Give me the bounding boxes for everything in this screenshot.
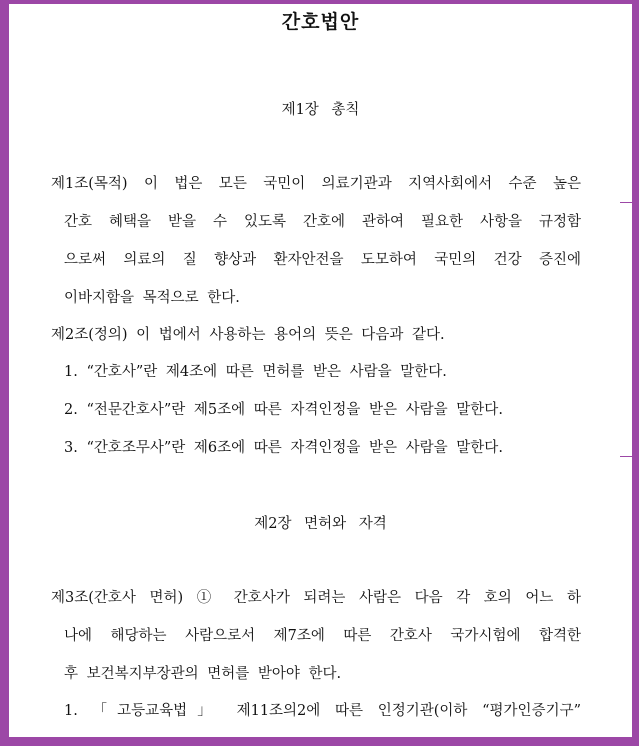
document-title: 간호법안 (281, 11, 360, 33)
page-margin-mark (620, 456, 632, 457)
definition-item: 3. “간호조무사”란 제6조에 따른 자격인정을 받은 사람을 말한다. (64, 440, 503, 456)
article-3-item: 1. 「고등교육법」 제11조의2에 따른 인정기관(이하 “평가인증기구” (64, 703, 581, 719)
article-1-line: 으로써 의료의 질 향상과 환자안전을 도모하여 국민의 건강 증진에 (64, 252, 581, 268)
article-3-line: 제3조(간호사 면허) ① 간호사가 되려는 사람은 다음 각 호의 어느 하 (51, 590, 581, 606)
article-1-line: 제1조(목적) 이 법은 모든 국민이 의료기관과 지역사회에서 수준 높은 (51, 176, 581, 192)
article-2-heading: 제2조(정의) 이 법에서 사용하는 용어의 뜻은 다음과 같다. (51, 327, 445, 343)
chapter-heading-2: 제2장 면허와 자격 (254, 516, 387, 532)
definition-item: 2. “전문간호사”란 제5조에 따른 자격인정을 받은 사람을 말한다. (64, 402, 503, 418)
document-page (9, 4, 632, 737)
article-3-line: 나에 해당하는 사람으로서 제7조에 따른 간호사 국가시험에 합격한 (64, 628, 581, 644)
chapter-heading-1: 제1장 총칙 (281, 102, 360, 118)
page-margin-mark (620, 202, 632, 203)
article-1-line: 이바지함을 목적으로 한다. (64, 290, 240, 306)
definition-item: 1. “간호사”란 제4조에 따른 면허를 받은 사람을 말한다. (64, 364, 447, 380)
article-1-line: 간호 혜택을 받을 수 있도록 간호에 관하여 필요한 사항을 규정함 (64, 214, 581, 230)
article-3-line: 후 보건복지부장관의 면허를 받아야 한다. (64, 666, 342, 682)
